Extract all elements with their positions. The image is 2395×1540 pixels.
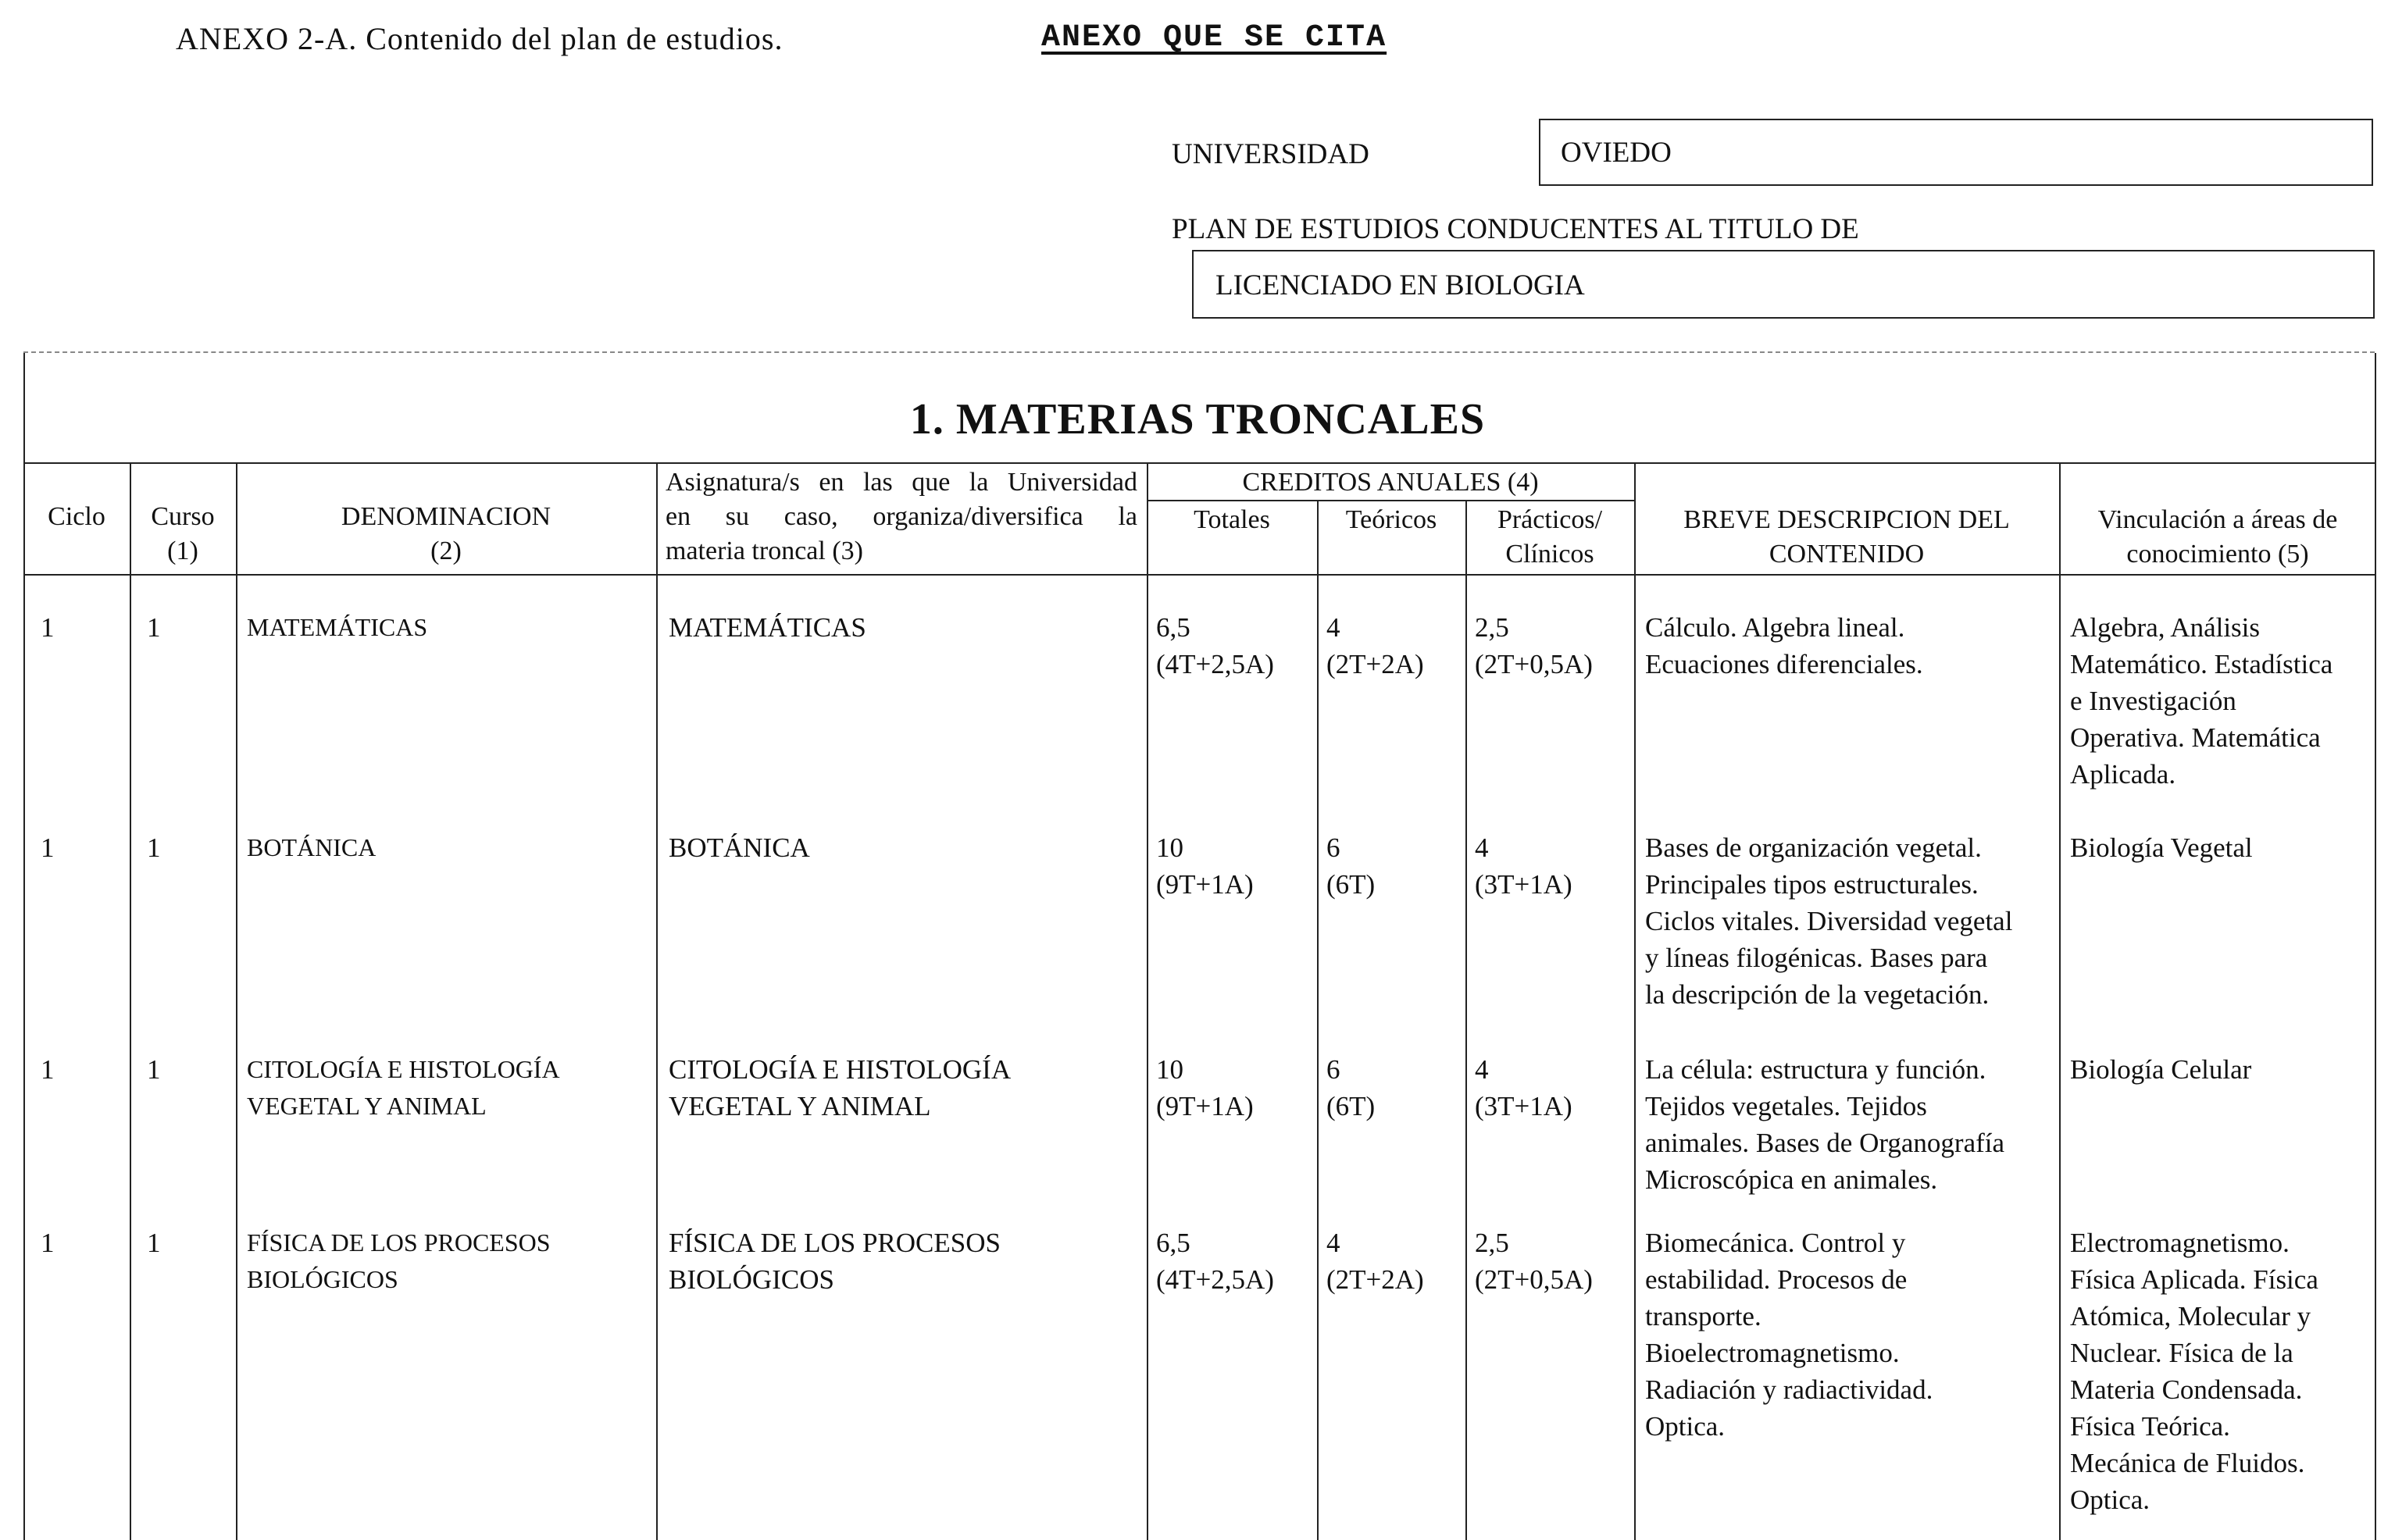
annex-label: ANEXO 2-A.	[176, 21, 358, 56]
row-3-asignatura-line: CITOLOGÍA E HISTOLOGÍA	[669, 1054, 1012, 1085]
col-header-denominacion	[236, 500, 656, 569]
annex-heading	[176, 20, 783, 57]
row-3-teoricos-detail: (6T)	[1326, 1091, 1376, 1121]
row-1-asignatura	[669, 609, 1137, 646]
row-3-vinculacion	[2070, 1051, 2373, 1088]
row-2-teoricos-value: 6	[1326, 832, 1340, 863]
row-4-practicos-value: 2,5	[1475, 1228, 1509, 1258]
degree-box	[1192, 250, 2375, 319]
row-4-vinculacion	[2070, 1225, 2373, 1518]
row-4-totales	[1156, 1225, 1274, 1298]
col-header-practicos	[1465, 503, 1634, 572]
row-3-denominacion-line: CITOLOGÍA E HISTOLOGÍA	[247, 1055, 560, 1083]
row-3-descripcion-line: Microscópica en animales.	[1645, 1164, 1938, 1195]
degree-value: LICENCIADO EN BIOLOGIA	[1215, 269, 1585, 301]
col-divider-denominacion	[656, 462, 658, 1540]
row-2-practicos	[1475, 829, 1572, 903]
row-4-vinculacion-line: Física Aplicada. Física	[2070, 1264, 2318, 1295]
row-1-totales	[1156, 609, 1274, 683]
col-header-ciclo: Ciclo	[48, 502, 105, 531]
row-4-asignatura	[669, 1225, 1137, 1298]
col-header-creditos: CREDITOS ANUALES (4)	[1242, 468, 1539, 497]
row-4-descripcion-line: estabilidad. Procesos de	[1645, 1264, 1908, 1295]
row-1-asignatura-line: MATEMÁTICAS	[669, 612, 866, 643]
row-1-vinculacion-line: e Investigación	[2070, 686, 2236, 716]
annex-description: Contenido del plan de estudios.	[366, 21, 783, 56]
annex-cited-title: ANEXO QUE SE CITA	[1041, 20, 1387, 55]
row-4-denominacion	[247, 1225, 653, 1298]
row-2-practicos-value: 4	[1475, 832, 1489, 863]
col-header-practicos-line1: Prácticos/	[1497, 505, 1603, 534]
row-1-descripcion-line: Cálculo. Algebra lineal.	[1645, 612, 1905, 643]
col-header-denominacion-note: (2)	[430, 537, 462, 565]
row-3-totales-value: 10	[1156, 1054, 1183, 1085]
row-2-descripcion-line: la descripción de la vegetación.	[1645, 979, 1990, 1010]
row-4-practicos	[1475, 1225, 1593, 1298]
row-2-totales	[1156, 829, 1254, 903]
col-header-vinculacion-line2: conocimiento (5)	[2126, 540, 2309, 569]
row-1-vinculacion-line: Operativa. Matemática	[2070, 722, 2321, 753]
row-2-totales-value: 10	[1156, 832, 1183, 863]
row-1-ciclo: 1	[41, 612, 55, 643]
row-1-teoricos-value: 4	[1326, 612, 1340, 643]
col-header-descripcion	[1634, 503, 2059, 572]
plan-label: PLAN DE ESTUDIOS CONDUCENTES AL TITULO DE	[1172, 213, 1859, 245]
row-2-descripcion-line: y líneas filogénicas. Bases para	[1645, 943, 1988, 973]
row-3-vinculacion-line: Biología Celular	[2070, 1054, 2252, 1085]
col-header-asignatura-line1: Asignatura/s en las que la Universidad	[666, 468, 1137, 497]
col-header-curso-label: Curso	[151, 502, 215, 531]
row-3-teoricos	[1326, 1051, 1375, 1125]
row-2-ciclo: 1	[41, 832, 55, 863]
row-3-denominacion	[247, 1051, 653, 1125]
col-header-asignatura-line3: materia troncal (3)	[666, 537, 863, 565]
row-2-vinculacion	[2070, 829, 2373, 866]
col-divider-ciclo	[130, 462, 131, 1540]
col-divider-asignatura	[1147, 462, 1148, 1540]
row-2-descripcion-line: Ciclos vitales. Diversidad vegetal	[1645, 906, 2013, 936]
header-bottom-rule	[23, 574, 2376, 576]
col-header-denominacion-label: DENOMINACION	[341, 502, 551, 531]
row-1-descripcion-line: Ecuaciones diferenciales.	[1645, 649, 1923, 679]
row-2-vinculacion-line: Biología Vegetal	[2070, 832, 2253, 863]
row-3-ciclo: 1	[41, 1054, 55, 1085]
row-3-totales-detail: (9T+1A)	[1156, 1091, 1254, 1121]
row-4-descripcion-line: Optica.	[1645, 1411, 1726, 1442]
col-header-asignatura	[666, 465, 1137, 569]
row-1-teoricos-detail: (2T+2A)	[1326, 649, 1424, 679]
row-4-vinculacion-line: Mecánica de Fluidos.	[2070, 1448, 2305, 1478]
row-1-vinculacion	[2070, 609, 2373, 793]
row-3-descripcion	[1645, 1051, 2054, 1198]
row-3-descripcion-line: animales. Bases de Organografía	[1645, 1128, 2005, 1158]
row-3-curso: 1	[147, 1054, 161, 1085]
row-1-denominacion	[247, 609, 653, 646]
row-2-descripcion-line: Bases de organización vegetal.	[1645, 832, 1982, 863]
row-4-teoricos-detail: (2T+2A)	[1326, 1264, 1424, 1295]
row-4-denominacion-line: FÍSICA DE LOS PROCESOS	[247, 1228, 551, 1257]
col-divider-descripcion	[2059, 462, 2061, 1540]
row-1-totales-detail: (4T+2,5A)	[1156, 649, 1274, 679]
row-4-asignatura-line: FÍSICA DE LOS PROCESOS	[669, 1228, 1001, 1258]
row-3-asignatura	[669, 1051, 1137, 1125]
row-4-teoricos	[1326, 1225, 1424, 1298]
row-4-practicos-detail: (2T+0,5A)	[1475, 1264, 1593, 1295]
row-1-descripcion	[1645, 609, 2054, 683]
row-2-teoricos-detail: (6T)	[1326, 869, 1376, 900]
row-2-teoricos	[1326, 829, 1375, 903]
row-1-denominacion-line: MATEMÁTICAS	[247, 613, 428, 641]
row-4-denominacion-line: BIOLÓGICOS	[247, 1265, 398, 1293]
row-3-practicos-value: 4	[1475, 1054, 1489, 1085]
row-3-denominacion-line: VEGETAL Y ANIMAL	[247, 1092, 487, 1120]
row-2-denominacion-line: BOTÁNICA	[247, 833, 377, 861]
header-top-rule	[23, 462, 2376, 464]
row-4-vinculacion-line: Optica.	[2070, 1485, 2151, 1515]
row-4-ciclo: 1	[41, 1228, 55, 1258]
row-4-vinculacion-line: Atómica, Molecular y	[2070, 1301, 2311, 1331]
row-4-totales-detail: (4T+2,5A)	[1156, 1264, 1274, 1295]
row-2-denominacion	[247, 829, 653, 866]
row-4-teoricos-value: 4	[1326, 1228, 1340, 1258]
university-value: OVIEDO	[1561, 137, 1672, 169]
col-header-teoricos: Teóricos	[1345, 505, 1437, 534]
row-4-vinculacion-line: Física Teórica.	[2070, 1411, 2230, 1442]
row-1-practicos-detail: (2T+0,5A)	[1475, 649, 1593, 679]
row-2-descripcion-line: Principales tipos estructurales.	[1645, 869, 1979, 900]
col-header-curso-note: (1)	[167, 537, 198, 565]
row-1-teoricos	[1326, 609, 1424, 683]
row-4-descripcion-line: Biomecánica. Control y	[1645, 1228, 1906, 1258]
row-4-totales-value: 6,5	[1156, 1228, 1190, 1258]
col-header-totales: Totales	[1194, 505, 1270, 534]
row-4-asignatura-line: BIOLÓGICOS	[669, 1264, 834, 1295]
row-1-vinculacion-line: Matemático. Estadística	[2070, 649, 2333, 679]
university-label: UNIVERSIDAD	[1172, 138, 1369, 170]
credits-subheader-rule	[1147, 500, 1634, 501]
row-4-vinculacion-line: Materia Condensada.	[2070, 1374, 2303, 1405]
row-1-practicos-value: 2,5	[1475, 612, 1509, 643]
row-4-vinculacion-line: Nuclear. Física de la	[2070, 1338, 2293, 1368]
row-3-asignatura-line: VEGETAL Y ANIMAL	[669, 1091, 931, 1121]
row-4-curso: 1	[147, 1228, 161, 1258]
row-2-asignatura-line: BOTÁNICA	[669, 832, 810, 863]
row-4-descripcion-line: Radiación y radiactividad.	[1645, 1374, 1933, 1405]
row-2-descripcion	[1645, 829, 2054, 1013]
col-header-vinculacion	[2059, 503, 2376, 572]
row-4-descripcion-line: transporte.	[1645, 1301, 1761, 1331]
section-title: 1. MATERIAS TRONCALES	[909, 395, 1486, 444]
col-header-vinculacion-line1: Vinculación a áreas de	[2097, 505, 2338, 534]
row-4-vinculacion-line: Electromagnetismo.	[2070, 1228, 2290, 1258]
row-3-teoricos-value: 6	[1326, 1054, 1340, 1085]
row-4-descripcion	[1645, 1225, 2054, 1445]
row-4-descripcion-line: Bioelectromagnetismo.	[1645, 1338, 1900, 1368]
row-1-curso: 1	[147, 612, 161, 643]
col-header-descripcion-line1: BREVE DESCRIPCION DEL	[1683, 505, 2010, 534]
col-header-curso	[130, 500, 236, 569]
university-box	[1539, 119, 2373, 186]
col-header-practicos-line2: Clínicos	[1505, 540, 1594, 569]
col-divider-totales	[1317, 500, 1319, 1540]
row-1-vinculacion-line: Algebra, Análisis	[2070, 612, 2261, 643]
row-3-practicos	[1475, 1051, 1572, 1125]
col-header-descripcion-line2: CONTENIDO	[1769, 540, 1925, 569]
row-3-descripcion-line: La célula: estructura y función.	[1645, 1054, 1986, 1085]
row-3-totales	[1156, 1051, 1254, 1125]
col-divider-practicos	[1634, 462, 1636, 1540]
col-divider-curso	[236, 462, 237, 1540]
row-2-curso: 1	[147, 832, 161, 863]
row-3-practicos-detail: (3T+1A)	[1475, 1091, 1572, 1121]
row-2-practicos-detail: (3T+1A)	[1475, 869, 1572, 900]
row-3-descripcion-line: Tejidos vegetales. Tejidos	[1645, 1091, 1927, 1121]
row-2-asignatura	[669, 829, 1137, 866]
row-2-totales-detail: (9T+1A)	[1156, 869, 1254, 900]
col-header-asignatura-line2: en su caso, organiza/diversifica la	[666, 502, 1137, 531]
col-divider-teoricos	[1465, 500, 1467, 1540]
row-1-vinculacion-line: Aplicada.	[2070, 759, 2176, 790]
row-1-practicos	[1475, 609, 1593, 683]
row-1-totales-value: 6,5	[1156, 612, 1190, 643]
